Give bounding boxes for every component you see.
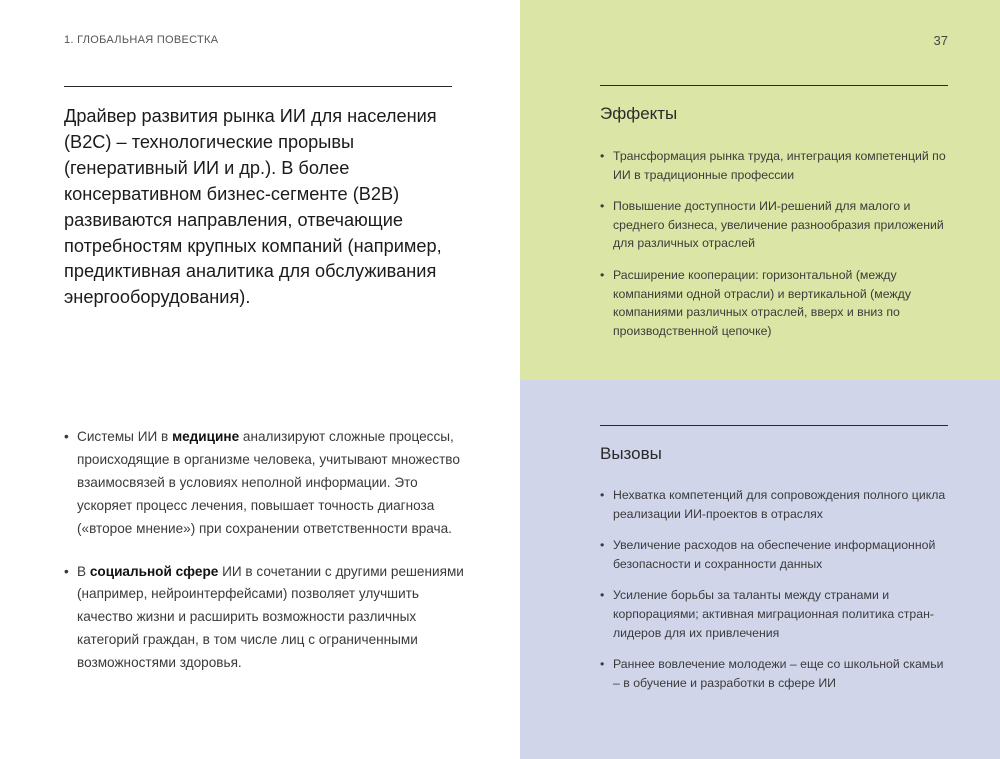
bullet-text-end: анализируют сложные процессы, происходящие в организме человека, учитывают множество взаимосвязей в условиях неполной информации. Это ускоряет процесс лечения, повышает точность диагноза («второе мнение») при сохранении ответственности врача. xyxy=(77,429,460,536)
challenge-text: Усиление борьбы за таланты между странами и корпорациями; активная миграционная политика стран-лидеров для их привлечения xyxy=(613,588,934,640)
list-item xyxy=(600,536,946,573)
list-item xyxy=(64,561,474,676)
bullet-icon: • xyxy=(600,538,605,553)
challenge-text: Раннее вовлечение молодежи – еще со школьной скамьи – в обучение и разработки в сфере ИИ xyxy=(613,657,944,690)
effect-text: Повышение доступности ИИ-решений для малого и среднего бизнеса, увеличение разнообразия приложений для различных отраслей xyxy=(613,199,944,251)
bullet-text-end: ИИ в сочетании с другими решениями (например, нейроинтерфейсами) позволяет улучшить качество жизни и расширить возможности различных категорий граждан, в том числе лиц с ограниченными возможностями здоровья. xyxy=(77,563,464,671)
effects-list xyxy=(600,147,946,353)
challenges-title: Вызовы xyxy=(600,444,662,463)
bullet-icon: • xyxy=(64,429,69,444)
bullet-icon: • xyxy=(64,563,69,579)
page-number: 37 xyxy=(933,33,948,48)
bullet-icon: • xyxy=(600,657,605,672)
bullet-emphasis: медицине xyxy=(172,429,240,444)
list-item xyxy=(600,486,946,523)
list-item xyxy=(600,147,946,184)
challenges-divider xyxy=(600,425,948,426)
left-divider xyxy=(64,86,452,87)
list-item xyxy=(64,426,474,541)
bullet-emphasis: социальной сфере xyxy=(89,563,219,579)
effect-text: Трансформация рынка труда, интеграция компетенций по ИИ в традиционные профессии xyxy=(613,149,946,182)
bullet-icon: • xyxy=(600,588,605,603)
effect-text: Расширение кооперации: горизонтальной (между компаниями одной отрасли) и вертикальной (между компаниями различных отраслей, вверх и вниз по производственной цепочке) xyxy=(613,267,911,338)
bullet-text-start: Системы ИИ в xyxy=(77,429,173,444)
list-item xyxy=(600,586,946,642)
bullet-icon: • xyxy=(600,199,605,214)
list-item xyxy=(600,266,946,340)
lead-paragraph: Драйвер развития рынка ИИ для населения (B2C) – технологические прорывы (генеративный ИИ и др.). В более консервативном бизнес-сегменте (B2B) развиваются направления, отвечающие потребностям крупных компаний (например, предиктивная аналитика для обслуживания энергооборудования). xyxy=(64,106,442,308)
section-header: 1. ГЛОБАЛЬНАЯ ПОВЕСТКА xyxy=(64,34,219,46)
bullet-icon: • xyxy=(600,488,605,502)
challenges-list xyxy=(600,486,946,705)
bullet-icon: • xyxy=(600,149,605,163)
bullet-text-start: В xyxy=(77,563,90,579)
effects-title: Эффекты xyxy=(600,104,678,123)
list-item xyxy=(600,197,946,253)
effects-divider xyxy=(600,85,948,86)
challenge-text: Нехватка компетенций для сопровождения полного цикла реализации ИИ-проектов в отраслях xyxy=(613,488,946,521)
left-bullet-list xyxy=(64,426,474,695)
challenge-text: Увеличение расходов на обеспечение информационной безопасности и сохранности данных xyxy=(613,538,936,571)
bullet-icon: • xyxy=(600,267,605,282)
list-item xyxy=(600,655,946,692)
